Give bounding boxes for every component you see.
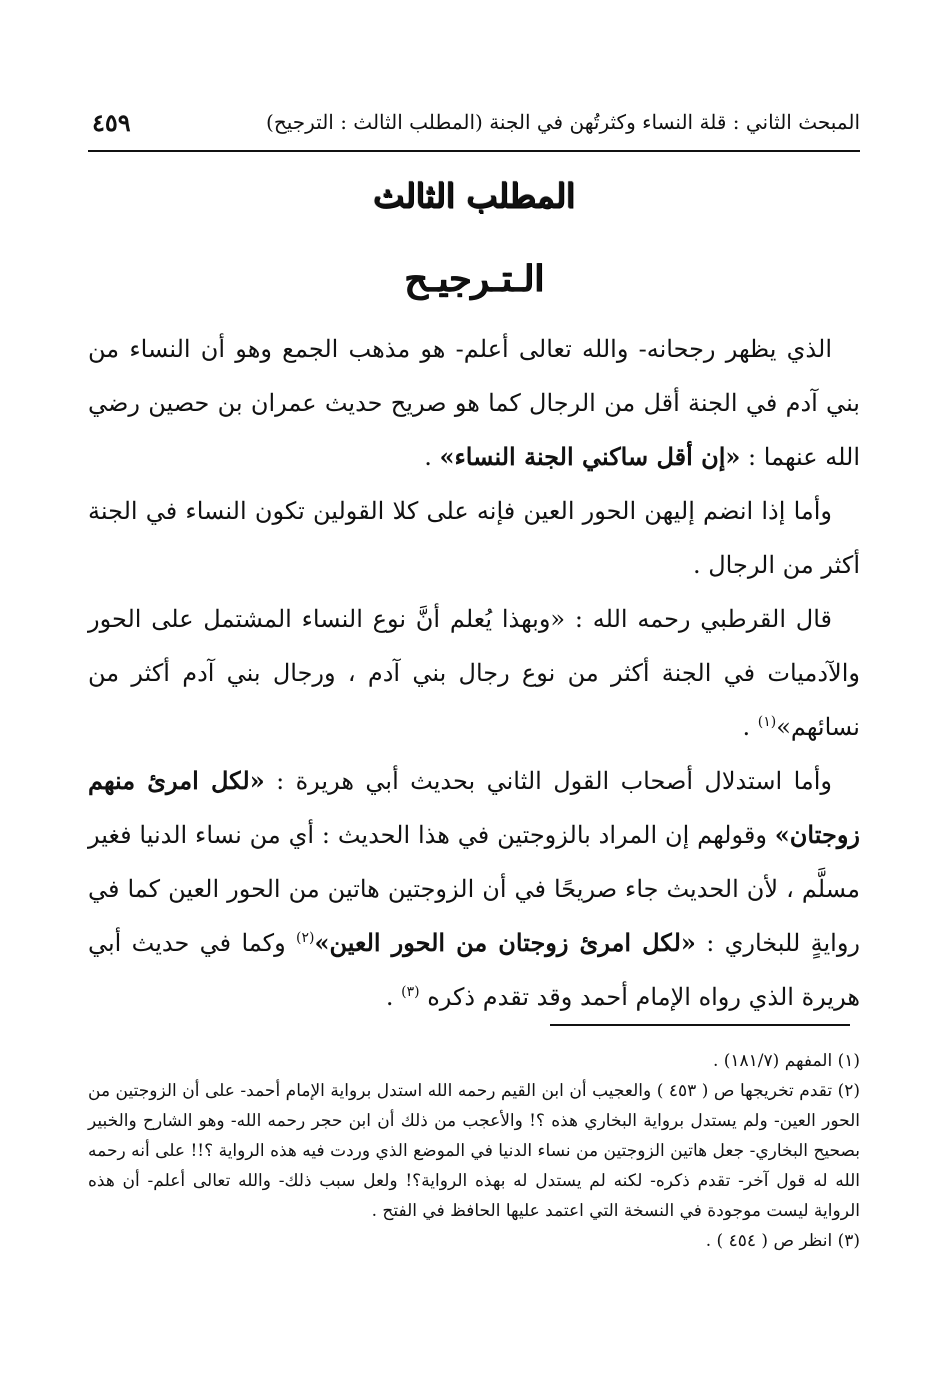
paragraph-text: وأما إذا انضم إليهن الحور العين فإنه على كلا القولين تكون النساء في الجنة أكثر من الرجال .	[88, 497, 860, 579]
body-text	[88, 322, 860, 1024]
paragraph-text: قال القرطبي رحمه الله : «وبهذا يُعلم أنَّ نوع النساء المشتمل على الحور والآدميات في الجنة أكثر من نوع رجال بني آدم ، ورجال بني آدم أكثر من نسائهم»	[88, 605, 860, 741]
section-title: المطلب الثالث	[373, 176, 575, 215]
hadith-quote: «لكل امرئ زوجتان من الحور العين»	[314, 928, 696, 957]
paragraph-text: وقولهم إن المراد بالزوجتين في هذا الحديث : أي من نساء الدنيا فغير مسلَّم ، لأن الحديث جاء صريحًا في أن الزوجتين هاتين من الحور العين كما في روايةٍ للبخاري :	[88, 821, 861, 957]
paragraph-text: وأما استدلال أصحاب القول الثاني بحديث أبي هريرة :	[264, 767, 833, 795]
hadith-quote: «لكل امرئ منهم زوجتان»	[88, 766, 860, 849]
footnote-divider	[550, 1024, 850, 1026]
paragraph-2	[88, 484, 860, 592]
paragraph-tail: .	[385, 983, 402, 1011]
page-number: ٤٥٩	[92, 108, 131, 137]
paragraph-3	[88, 592, 860, 754]
paragraph-tail: .	[424, 443, 440, 471]
footnote-2: (٢) تقدم تخريجها ص ( ٤٥٣ ) والعجيب أن ابن القيم رحمه الله استدل برواية الإمام أحمد- على أن الزوجتين من الحور العين- ولم يستدل برواية البخاري هذه ؟! والأعجب من ذلك أن ابن حجر رحمه الله- وهو الشارح والخبير بصحيح البخاري- جعل هاتين الزوجتين من نساء الدنيا في الموضع الذي وردت فيه هذه الرواية ؟!! على أنه رحمه الله له قول آخر- تقدم ذكره- لكنه لم يستدل له بهذه الرواية؟! ولعل سبب ذلك- والله تعالى أعلم- أن هذه الرواية ليست موجودة في النسخة التي اعتمد عليها الحافظ في الفتح .	[88, 1081, 860, 1221]
footnote-ref-3[interactable]: (٣)	[401, 984, 420, 1000]
footnote-ref-1[interactable]: (١)	[757, 714, 777, 730]
footnote-1: (١) المفهم (١٨١/٧) .	[712, 1051, 860, 1071]
footnotes	[88, 1046, 860, 1256]
paragraph-1	[88, 322, 860, 484]
header-title: المبحث الثاني : قلة النساء وكثرتُهن في الجنة (المطلب الثالث : الترجيح)	[266, 110, 860, 134]
running-header	[88, 108, 860, 148]
footnote-ref-2[interactable]: (٢)	[296, 930, 315, 946]
paragraph-4	[88, 754, 860, 1024]
paragraph-text: وكما في حديث أبي هريرة الذي رواه الإمام أحمد وقد تقدم ذكره	[88, 929, 860, 1011]
hadith-quote: «إن أقل ساكني الجنة النساء»	[439, 442, 741, 471]
header-divider	[88, 150, 860, 152]
paragraph-text: الذي يظهر رجحانه- والله تعالى أعلم- هو مذهب الجمع وهو أن النساء من بني آدم في الجنة أقل من الرجال كما هو صريح حديث عمران بن حصين رضي الله عنهما :	[88, 335, 860, 471]
footnote-3: (٣) انظر ص ( ٤٥٤ ) .	[705, 1231, 860, 1251]
section-subtitle: الـتـرجيـح	[404, 258, 544, 300]
paragraph-tail: .	[742, 713, 758, 741]
